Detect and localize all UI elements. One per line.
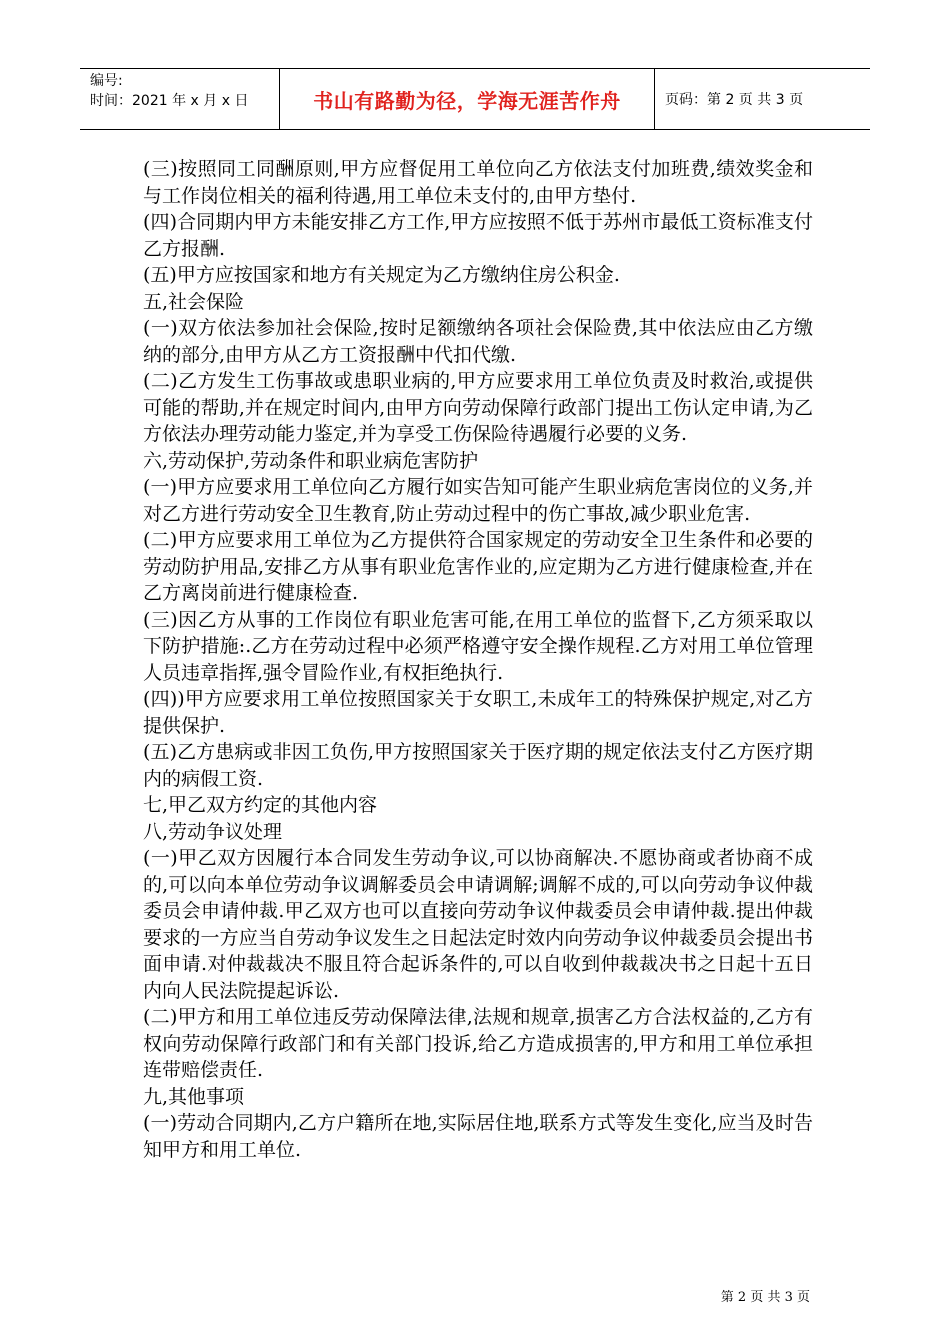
paragraph: (二)乙方发生工伤事故或患职业病的,甲方应要求用工单位负责及时救治,或提供可能的帮助,并在规定时间内,由甲方向劳动保障行政部门提出工伤认定申请,为乙方依法办理劳动能力鉴定,并为享受工伤保险待遇履行必要的义务. (143, 370, 813, 445)
header-page-number: 页码：第 2 页 共 3 页 (665, 92, 804, 108)
paragraph: 七,甲乙双方约定的其他内容 (143, 794, 378, 816)
paragraph: (二)甲方应要求用工单位为乙方提供符合国家规定的劳动安全卫生条件和必要的劳动防护用品,安排乙方从事有职业危害作业的,应定期为乙方进行健康检查,并在乙方离岗前进行健康检查. (143, 529, 813, 604)
paragraph: (五)甲方应按国家和地方有关规定为乙方缴纳住房公积金. (143, 264, 620, 286)
header-info-cell (80, 69, 280, 129)
page-footer-number: 第 2 页 共 3 页 (720, 1290, 810, 1305)
paragraph: (三)因乙方从事的工作岗位有职业危害可能,在用工单位的监督下,乙方须采取以下防护措施:.乙方在劳动过程中必须严格遵守安全操作规程.乙方对用工单位管理人员违章指挥,强令冒险作业,有权拒绝执行. (143, 608, 813, 684)
paragraph: (四)合同期内甲方未能安排乙方工作,甲方应按照不低于苏州市最低工资标准支付乙方报酬. (143, 211, 813, 260)
paragraph: (一)甲方应要求用工单位向乙方履行如实告知可能产生职业病危害岗位的义务,并对乙方进行劳动安全卫生教育,防止劳动过程中的伤亡事故,减少职业危害. (143, 476, 813, 525)
paragraph: 六,劳动保护,劳动条件和职业病危害防护 (143, 449, 479, 472)
paragraph: 八,劳动争议处理 (143, 820, 283, 843)
page-header (80, 68, 870, 130)
paragraph: (一)双方依法参加社会保险,按时足额缴纳各项社会保险费,其中依法应由乙方缴纳的部分,由甲方从乙方工资报酬中代扣代缴. (143, 317, 813, 366)
paragraph: (一)劳动合同期内,乙方户籍所在地,实际居住地,联系方式等发生变化,应当及时告知甲方和用工单位. (143, 1112, 813, 1161)
paragraph: (五)乙方患病或非因工负伤,甲方按照国家关于医疗期的规定依法支付乙方医疗期内的病假工资. (143, 741, 813, 790)
document-body (143, 156, 813, 1163)
document-date-label: 时间：2021 年 x 月 x 日 (90, 93, 249, 109)
paragraph: 五,社会保险 (143, 290, 245, 313)
paragraph: (四))甲方应要求用工单位按照国家关于女职工,未成年工的特殊保护规定,对乙方提供保护. (143, 688, 813, 737)
paragraph: 九,其他事项 (143, 1085, 245, 1108)
paragraph: (二)甲方和用工单位违反劳动保障法律,法规和规章,损害乙方合法权益的,乙方有权向劳动保障行政部门和有关部门投诉,给乙方造成损害的,甲方和用工单位承担连带赔偿责任. (143, 1006, 813, 1081)
paragraph: (一)甲乙双方因履行本合同发生劳动争议,可以协商解决.不愿协商或者协商不成的,可以向本单位劳动争议调解委员会申请调解;调解不成的,可以向劳动争议仲裁委员会申请仲裁.甲乙双方也可以直接向劳动争议仲裁委员会申请仲裁.提出仲裁要求的一方应当自劳动争议发生之日起法定时效内向劳动争议仲裁委员会提出书面申请.对仲裁裁决不服且符合起诉条件的,可以自收到仲裁裁决书之日起十五日内向人民法院提起诉讼. (143, 847, 813, 1002)
paragraph: (三)按照同工同酬原则,甲方应督促用工单位向乙方依法支付加班费,绩效奖金和与工作岗位相关的福利待遇,用工单位未支付的,由甲方垫付. (143, 158, 813, 207)
document-number-label: 编号: (90, 73, 123, 89)
header-motto: 书山有路勤为径，学海无涯苦作舟 (280, 69, 655, 129)
